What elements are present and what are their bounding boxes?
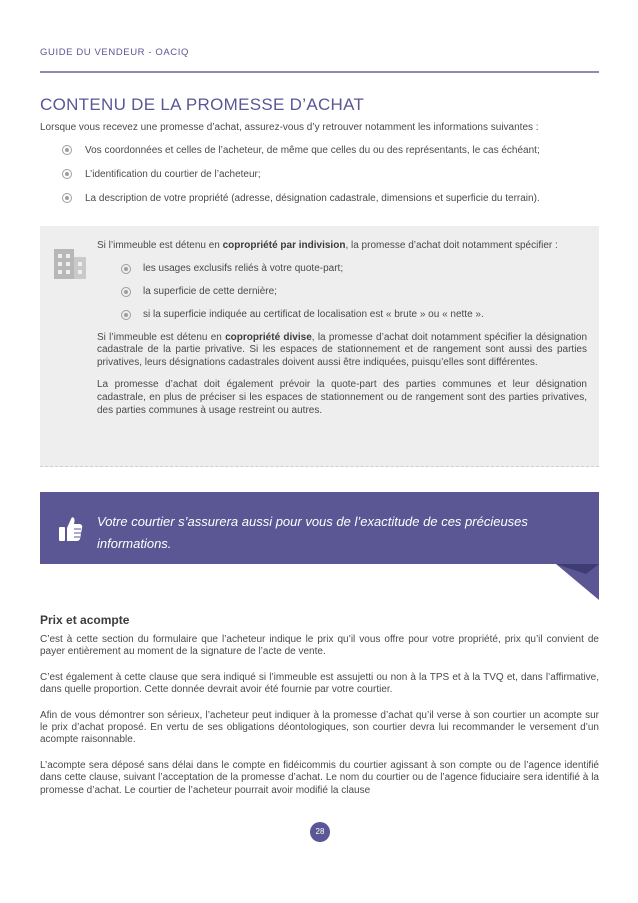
running-header: GUIDE DU VENDEUR - OACIQ	[40, 47, 189, 58]
info-list	[62, 145, 607, 217]
circle-bullet-icon	[62, 193, 72, 203]
divise-paragraph: Si l’immeuble est détenu en copropriété divise, la promesse d’achat doit notamment spécifier la désignation cadastrale de la partie privative. Si les espaces de stationnement et de rangement sont aussi des parties privatives, leurs désignations cadastrales doivent aussi être indiquées, puisqu’elles sont différentes.	[97, 331, 588, 368]
prix-body	[40, 634, 599, 810]
tip-banner	[40, 492, 599, 564]
banner-ribbon-fold	[556, 560, 599, 600]
body-paragraph: Afin de vous démontrer son sérieux, l’acheteur peut indiquer à la promesse d’achat qu’il verse à son courtier un acompte sur le prix d’achat proposé. En vertu de ses obligations déontologiques, son courtier devra lui recommander le versement d’un acompte raisonnable.	[40, 709, 599, 746]
callout-content	[97, 240, 587, 427]
circle-bullet-icon	[121, 310, 131, 320]
prix-heading: Prix et acompte	[40, 613, 130, 627]
header-divider	[40, 71, 599, 73]
list-item: L’identification du courtier de l’acheteur;	[62, 169, 607, 181]
list-item: les usages exclusifs reliés à votre quote-part;	[121, 263, 587, 275]
circle-bullet-icon	[121, 264, 131, 274]
banner-text: Votre courtier s’assurera aussi pour vous de l’exactitude de ces précieuses informations.	[97, 514, 528, 551]
body-paragraph: C’est également à cette clause que sera indiqué si l’immeuble est assujetti ou non à la TPS et à la TVQ et, dans l’affirmative, dans quelle proportion. Cette donnée devrait avoir été fournie par votre courtier.	[40, 671, 599, 696]
page-number: 28	[310, 822, 330, 842]
intro-text: Lorsque vous recevez une promesse d’achat, assurez-vous d’y retrouver notamment les informations suivantes :	[40, 122, 539, 133]
thumbs-up-icon	[59, 516, 83, 542]
circle-bullet-icon	[62, 145, 72, 155]
building-icon	[53, 243, 87, 279]
list-item: La description de votre propriété (adresse, désignation cadastrale, dimensions et superficie du terrain).	[62, 193, 607, 205]
copropriete-callout	[40, 226, 599, 467]
body-paragraph: C’est à cette section du formulaire que l’acheteur indique le prix qu’il vous offre pour votre propriété, prix qu’il convient de payer entièrement au moment de la signature de l’acte de vente.	[40, 634, 599, 658]
list-item: Vos coordonnées et celles de l’acheteur, de même que celles du ou des représentants, le cas échéant;	[62, 145, 607, 157]
quote-part-paragraph: La promesse d’achat doit également prévoir la quote-part des parties communes et leur désignation cadastrale, en plus de préciser si les espaces de stationnement ou de rangement sont des parties privatives, des parties communes à usage restreint ou autres.	[97, 379, 587, 416]
body-paragraph: L’acompte sera déposé sans délai dans le compte en fidéicommis du courtier agissant à son compte ou de l’agence identifié dans cette clause, suivant l’acceptation de la promesse d’achat. Le nom du courtier ou de l’agence fiduciaire sera identifié à la promesse d’achat. Le courtier de l’acheteur pourrait avoir modifié la clause	[40, 759, 599, 796]
indivision-list	[97, 263, 587, 321]
circle-bullet-icon	[62, 169, 72, 179]
circle-bullet-icon	[121, 287, 131, 297]
section-title: CONTENU DE LA PROMESSE D’ACHAT	[40, 95, 365, 114]
indivision-paragraph: Si l’immeuble est détenu en copropriété par indivision, la promesse d’achat doit notamment spécifier :	[97, 240, 558, 251]
list-item: la superficie de cette dernière;	[121, 286, 587, 298]
list-item: si la superficie indiquée au certificat de localisation est « brute » ou « nette ».	[121, 309, 587, 321]
